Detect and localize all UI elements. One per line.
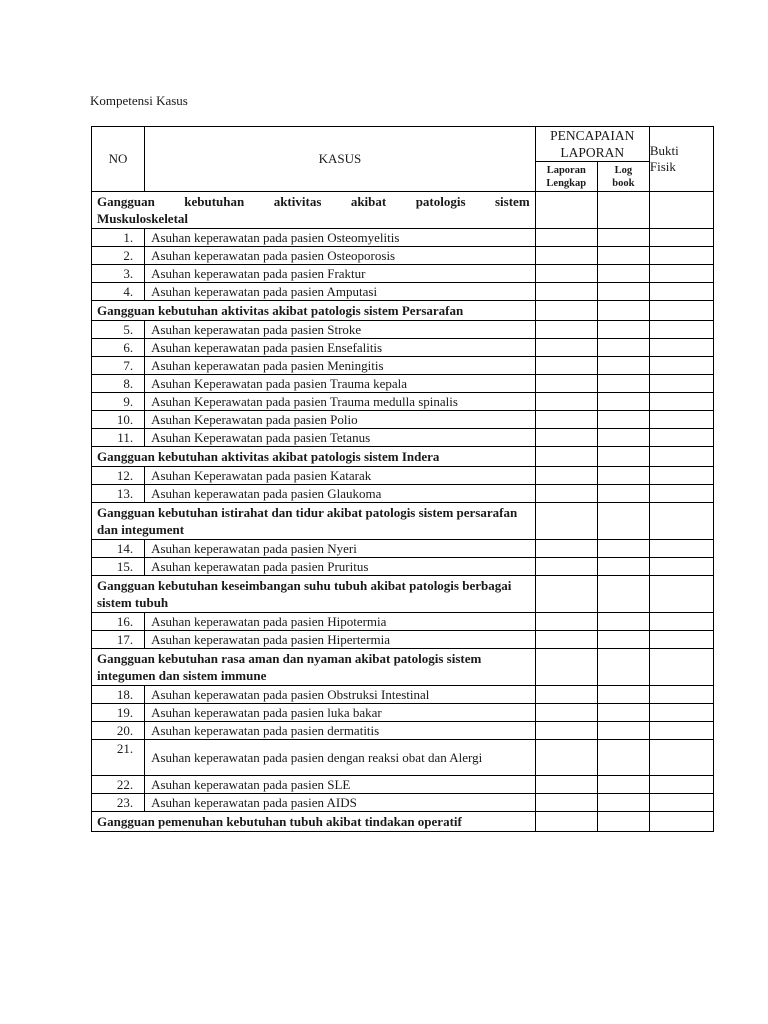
laporan-lengkap-cell	[535, 722, 597, 740]
log-book-cell	[597, 393, 649, 411]
header-pencapaian-line2: LAPORAN	[560, 145, 625, 160]
log-book-cell	[597, 467, 649, 485]
case-text: Asuhan keperawatan pada pasien Obstruksi Intestinal	[145, 686, 536, 704]
section-title: Gangguan kebutuhan rasa aman dan nyaman akibat patologis sistem integumen dan sistem immune	[92, 649, 536, 686]
case-text: Asuhan keperawatan pada pasien Osteoporosis	[145, 247, 536, 265]
bukti-fisik-cell	[649, 631, 713, 649]
section-title: Gangguan kebutuhan keseimbangan suhu tubuh akibat patologis berbagai sistem tubuh	[92, 576, 536, 613]
bukti-fisik-cell	[649, 704, 713, 722]
section-title: Gangguan pemenuhan kebutuhan tubuh akibat tindakan operatif	[92, 812, 536, 832]
section-row	[92, 192, 714, 229]
bukti-fisik-cell	[649, 540, 713, 558]
case-number: 20.	[92, 722, 145, 740]
log-book-cell	[597, 357, 649, 375]
laporan-lengkap-cell	[535, 229, 597, 247]
log-book-cell	[597, 794, 649, 812]
bukti-fisik-cell	[649, 301, 713, 321]
log-book-cell	[597, 265, 649, 283]
header-log-line2: book	[612, 177, 635, 189]
section-title-word: aktivitas	[273, 194, 322, 209]
log-book-cell	[597, 613, 649, 631]
case-row	[92, 339, 714, 357]
bukti-fisik-cell	[649, 740, 713, 776]
log-book-cell	[597, 429, 649, 447]
case-text: Asuhan Keperawatan pada pasien Katarak	[145, 467, 536, 485]
bukti-fisik-cell	[649, 247, 713, 265]
case-text: Asuhan keperawatan pada pasien Nyeri	[145, 540, 536, 558]
header-log-line1: Log	[614, 164, 633, 176]
document-title: Kompetensi Kasus	[90, 93, 188, 108]
case-text: Asuhan keperawatan pada pasien Osteomyelitis	[145, 229, 536, 247]
laporan-lengkap-cell	[535, 503, 597, 540]
laporan-lengkap-cell	[535, 649, 597, 686]
case-text: Asuhan keperawatan pada pasien SLE	[145, 776, 536, 794]
case-row	[92, 283, 714, 301]
log-book-cell	[597, 485, 649, 503]
log-book-cell	[597, 540, 649, 558]
log-book-cell	[597, 447, 649, 467]
case-row	[92, 357, 714, 375]
case-text: Asuhan keperawatan pada pasien Meningitis	[145, 357, 536, 375]
log-book-cell	[597, 283, 649, 301]
laporan-lengkap-cell	[535, 265, 597, 283]
header-bukti-line2: Fisik	[649, 159, 676, 174]
bukti-fisik-cell	[649, 375, 713, 393]
log-book-cell	[597, 576, 649, 613]
case-number: 11.	[92, 429, 145, 447]
log-book-cell	[597, 776, 649, 794]
laporan-lengkap-cell	[535, 740, 597, 776]
case-number: 19.	[92, 704, 145, 722]
bukti-fisik-cell	[649, 485, 713, 503]
bukti-fisik-cell	[649, 357, 713, 375]
case-number: 4.	[92, 283, 145, 301]
laporan-lengkap-cell	[535, 576, 597, 613]
section-row	[92, 503, 714, 540]
case-text: Asuhan keperawatan pada pasien dengan reaksi obat dan Alergi	[145, 740, 536, 776]
header-bukti-fisik	[649, 127, 713, 192]
bukti-fisik-cell	[649, 411, 713, 429]
log-book-cell	[597, 740, 649, 776]
section-title: Gangguan kebutuhan aktivitas akibat patologis sistem Indera	[92, 447, 536, 467]
bukti-fisik-cell	[649, 722, 713, 740]
laporan-lengkap-cell	[535, 485, 597, 503]
case-text: Asuhan Keperawatan pada pasien Trauma medulla spinalis	[145, 393, 536, 411]
log-book-cell	[597, 704, 649, 722]
case-text: Asuhan keperawatan pada pasien Fraktur	[145, 265, 536, 283]
case-text: Asuhan keperawatan pada pasien AIDS	[145, 794, 536, 812]
bukti-fisik-cell	[649, 812, 713, 832]
laporan-lengkap-cell	[535, 283, 597, 301]
laporan-lengkap-cell	[535, 540, 597, 558]
log-book-cell	[597, 812, 649, 832]
header-laporan-line1: Laporan	[546, 164, 586, 176]
case-number: 3.	[92, 265, 145, 283]
competency-table	[91, 126, 714, 832]
section-title-word: akibat	[350, 194, 387, 209]
case-row	[92, 265, 714, 283]
case-number: 10.	[92, 411, 145, 429]
section-title	[92, 192, 536, 229]
log-book-cell	[597, 649, 649, 686]
case-number: 13.	[92, 485, 145, 503]
log-book-cell	[597, 503, 649, 540]
bukti-fisik-cell	[649, 649, 713, 686]
section-title: Gangguan kebutuhan aktivitas akibat patologis sistem Persarafan	[92, 301, 536, 321]
header-bukti-line1: Bukti	[649, 143, 679, 158]
case-text: Asuhan Keperawatan pada pasien Polio	[145, 411, 536, 429]
case-number: 6.	[92, 339, 145, 357]
laporan-lengkap-cell	[535, 301, 597, 321]
section-row	[92, 447, 714, 467]
log-book-cell	[597, 375, 649, 393]
case-number: 15.	[92, 558, 145, 576]
case-row	[92, 393, 714, 411]
laporan-lengkap-cell	[535, 247, 597, 265]
laporan-lengkap-cell	[535, 613, 597, 631]
case-text: Asuhan Keperawatan pada pasien Trauma kepala	[145, 375, 536, 393]
case-row	[92, 467, 714, 485]
case-number: 18.	[92, 686, 145, 704]
case-number: 12.	[92, 467, 145, 485]
case-row	[92, 704, 714, 722]
bukti-fisik-cell	[649, 776, 713, 794]
laporan-lengkap-cell	[535, 192, 597, 229]
section-row	[92, 576, 714, 613]
case-row	[92, 613, 714, 631]
laporan-lengkap-cell	[535, 357, 597, 375]
case-row	[92, 321, 714, 339]
header-pencapaian-line1: PENCAPAIAN	[550, 128, 635, 143]
case-row	[92, 740, 714, 776]
section-title: Gangguan kebutuhan istirahat dan tidur akibat patologis sistem persarafan dan integument	[92, 503, 536, 540]
case-row	[92, 411, 714, 429]
laporan-lengkap-cell	[535, 467, 597, 485]
header-no: NO	[92, 127, 145, 192]
header-laporan-lengkap	[535, 162, 597, 192]
case-row	[92, 686, 714, 704]
case-number: 16.	[92, 613, 145, 631]
laporan-lengkap-cell	[535, 686, 597, 704]
log-book-cell	[597, 631, 649, 649]
header-laporan-line2: Lengkap	[546, 177, 587, 189]
bukti-fisik-cell	[649, 686, 713, 704]
case-number: 17.	[92, 631, 145, 649]
case-text: Asuhan keperawatan pada pasien luka bakar	[145, 704, 536, 722]
bukti-fisik-cell	[649, 467, 713, 485]
laporan-lengkap-cell	[535, 393, 597, 411]
laporan-lengkap-cell	[535, 558, 597, 576]
case-number: 14.	[92, 540, 145, 558]
case-row	[92, 722, 714, 740]
log-book-cell	[597, 558, 649, 576]
case-row	[92, 375, 714, 393]
case-text: Asuhan keperawatan pada pasien Pruritus	[145, 558, 536, 576]
bukti-fisik-cell	[649, 613, 713, 631]
log-book-cell	[597, 411, 649, 429]
section-title-line2: Muskuloskeletal	[97, 211, 189, 226]
laporan-lengkap-cell	[535, 776, 597, 794]
case-row	[92, 429, 714, 447]
log-book-cell	[597, 722, 649, 740]
header-kasus: KASUS	[145, 127, 536, 192]
section-title-word: sistem	[494, 194, 530, 209]
laporan-lengkap-cell	[535, 812, 597, 832]
bukti-fisik-cell	[649, 283, 713, 301]
laporan-lengkap-cell	[535, 794, 597, 812]
section-title-word: patologis	[415, 194, 466, 209]
section-row	[92, 812, 714, 832]
case-text: Asuhan keperawatan pada pasien dermatitis	[145, 722, 536, 740]
laporan-lengkap-cell	[535, 375, 597, 393]
log-book-cell	[597, 321, 649, 339]
case-number: 2.	[92, 247, 145, 265]
case-row	[92, 540, 714, 558]
log-book-cell	[597, 247, 649, 265]
bukti-fisik-cell	[649, 576, 713, 613]
bukti-fisik-cell	[649, 429, 713, 447]
case-number: 7.	[92, 357, 145, 375]
section-title-line1	[97, 193, 530, 210]
section-row	[92, 301, 714, 321]
case-row	[92, 485, 714, 503]
bukti-fisik-cell	[649, 447, 713, 467]
case-number: 21.	[92, 740, 145, 776]
case-text: Asuhan keperawatan pada pasien Ensefalitis	[145, 339, 536, 357]
header-log-book	[597, 162, 649, 192]
bukti-fisik-cell	[649, 339, 713, 357]
laporan-lengkap-cell	[535, 704, 597, 722]
case-text: Asuhan keperawatan pada pasien Hipertermia	[145, 631, 536, 649]
case-number: 1.	[92, 229, 145, 247]
section-row	[92, 649, 714, 686]
case-text: Asuhan keperawatan pada pasien Stroke	[145, 321, 536, 339]
bukti-fisik-cell	[649, 393, 713, 411]
laporan-lengkap-cell	[535, 411, 597, 429]
case-text: Asuhan keperawatan pada pasien Amputasi	[145, 283, 536, 301]
section-title-word: Gangguan	[97, 194, 155, 209]
case-row	[92, 558, 714, 576]
laporan-lengkap-cell	[535, 321, 597, 339]
log-book-cell	[597, 229, 649, 247]
case-row	[92, 247, 714, 265]
section-title-word: kebutuhan	[184, 194, 245, 209]
case-number: 22.	[92, 776, 145, 794]
case-text: Asuhan keperawatan pada pasien Hipotermia	[145, 613, 536, 631]
log-book-cell	[597, 301, 649, 321]
case-number: 9.	[92, 393, 145, 411]
log-book-cell	[597, 339, 649, 357]
bukti-fisik-cell	[649, 794, 713, 812]
case-row	[92, 776, 714, 794]
case-row	[92, 794, 714, 812]
header-row	[92, 127, 714, 162]
bukti-fisik-cell	[649, 558, 713, 576]
bukti-fisik-cell	[649, 265, 713, 283]
laporan-lengkap-cell	[535, 447, 597, 467]
bukti-fisik-cell	[649, 229, 713, 247]
case-number: 5.	[92, 321, 145, 339]
bukti-fisik-cell	[649, 503, 713, 540]
laporan-lengkap-cell	[535, 339, 597, 357]
log-book-cell	[597, 686, 649, 704]
bukti-fisik-cell	[649, 192, 713, 229]
header-pencapaian-laporan	[535, 127, 649, 162]
case-text: Asuhan keperawatan pada pasien Glaukoma	[145, 485, 536, 503]
log-book-cell	[597, 192, 649, 229]
laporan-lengkap-cell	[535, 429, 597, 447]
laporan-lengkap-cell	[535, 631, 597, 649]
bukti-fisik-cell	[649, 321, 713, 339]
case-row	[92, 631, 714, 649]
case-row	[92, 229, 714, 247]
case-number: 8.	[92, 375, 145, 393]
case-number: 23.	[92, 794, 145, 812]
case-text: Asuhan Keperawatan pada pasien Tetanus	[145, 429, 536, 447]
